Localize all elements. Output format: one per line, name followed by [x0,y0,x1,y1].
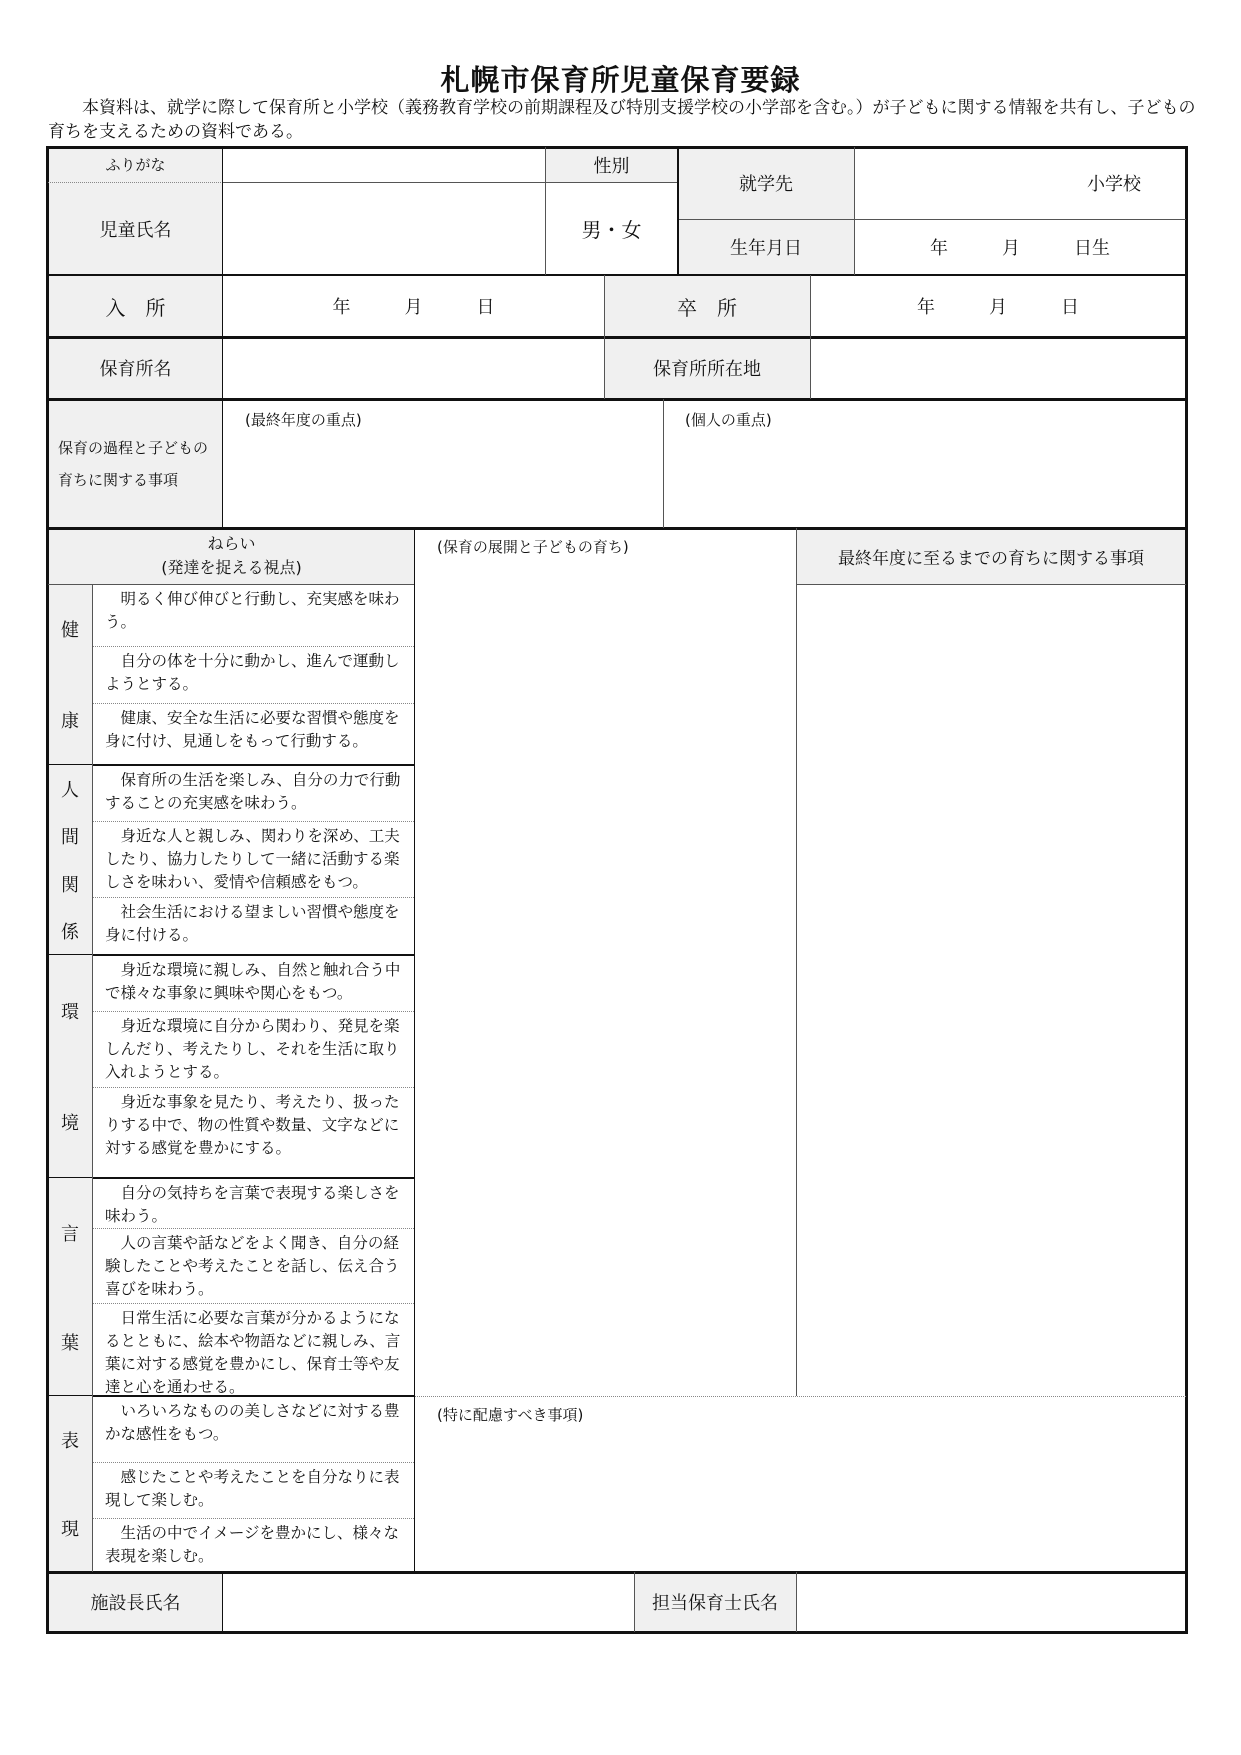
aim-category [48,584,92,765]
entry-label: 入 所 [48,275,223,337]
school-suffix: 小学校 [1087,174,1141,195]
sex-label: 性別 [545,147,678,182]
aim-category-char: 言 [61,1223,79,1245]
aim-item: 日常生活に必要な言葉が分かるようになるとともに、絵本や物語などに親しみ、言葉に対する感覚を豊かにし、保育士等や友達と心を通わせる。 [105,1309,401,1396]
child-name-label: 児童氏名 [48,182,223,275]
aims-header-subtitle: (発達を捉える視点) [161,558,302,577]
furigana-field[interactable] [223,147,545,182]
teacher-name-field[interactable] [796,1572,1186,1632]
birth-label: 生年月日 [678,219,854,275]
aim-item: 身近な環境に親しみ、自然と触れ合う中で様々な事象に興味や関心をもつ。 [105,961,401,1002]
exit-label: 卒 所 [604,275,810,337]
aim-item: 身近な事象を見たり、考えたり、扱ったりする中で、物の性質や数量、文字などに対する感覚を豊かにする。 [105,1093,400,1157]
final-year-focus-field[interactable] [223,399,663,528]
until-final-year-field[interactable] [796,584,1186,1396]
aim-item: いろいろなものの美しさなどに対する豊かな感性をもつ。 [105,1402,400,1443]
aim-item: 身近な環境に自分から関わり、発見を楽しんだり、考えたりし、それを生活に取り入れようとする。 [105,1017,400,1081]
child-name-field[interactable] [223,182,545,275]
aim-category-char: 表 [61,1431,79,1452]
development-field[interactable] [415,528,796,1396]
aim-item: 明るく伸び伸びと行動し、充実感を味わう。 [105,590,400,631]
aim-category [48,1396,92,1572]
aim-category-char: 係 [61,922,79,944]
aim-category-char: 康 [61,710,79,732]
individual-focus-field[interactable] [663,399,1186,528]
aims-header [48,528,415,584]
aim-category-char: 環 [61,1001,79,1023]
aim-category [48,955,92,1178]
aim-category-char: 現 [61,1519,79,1540]
aim-item: 保育所の生活を楽しみ、自分の力で行動することの充実感を味わう。 [105,771,401,812]
director-label: 施設長氏名 [48,1572,223,1632]
intro-text: 本資料は、就学に際して保育所と小学校（義務教育学校の前期課程及び特別支援学校の小学部を含む。）が子どもに関する情報を共有し、子どもの育ちを支えるための資料である。 [48,98,1196,142]
aim-item: 社会生活における望ましい習慣や態度を身に付ける。 [105,903,400,944]
director-name-field[interactable] [223,1572,634,1632]
aim-item: 人の言葉や話などをよく聞き、自分の経験したことや考えたことを話し、伝え合う喜びを味わう。 [105,1234,400,1298]
aim-item: 身近な人と親しみ、関わりを深め、工夫したり、協力したりして一緒に活動する楽しさを味わい、愛情や信頼感をもつ。 [105,827,400,891]
aim-category-char: 健 [61,620,79,642]
aim-category-char: 間 [61,827,79,849]
aim-category-char: 人 [61,779,79,801]
until-final-year-label: 最終年度に至るまでの育ちに関する事項 [796,528,1186,584]
entry-date-field[interactable]: 年 月 日 [332,297,495,318]
aim-category-char: 境 [61,1113,79,1135]
nursery-address-label: 保育所所在地 [604,337,810,399]
special-notes-field[interactable] [415,1396,1186,1572]
aim-category [48,1178,92,1396]
aim-item: 感じたことや考えたことを自分なりに表現して楽しむ。 [105,1468,400,1509]
aim-category-char: 関 [61,874,79,896]
page-title: 札幌市保育所児童保育要録 [440,63,801,97]
aim-category-char: 葉 [61,1332,79,1354]
sex-selector[interactable]: 男・女 [581,218,642,242]
school-field[interactable] [854,147,1186,219]
aim-item: 自分の体を十分に動かし、進んで運動しようとする。 [105,652,400,693]
process-label: 保育の過程と子どもの育ちに関する事項 [48,399,223,528]
aim-item: 生活の中でイメージを豊かにし、様々な表現を楽しむ。 [105,1524,400,1565]
aim-item: 自分の気持ちを言葉で表現する楽しさを味わう。 [105,1184,400,1225]
aim-item: 健康、安全な生活に必要な習慣や態度を身に付け、見通しをもって行動する。 [105,709,400,750]
school-label: 就学先 [678,147,854,219]
nursery-name-field[interactable] [223,337,604,399]
special-notes-label: (特に配慮すべき事項) [437,1406,584,1424]
birth-date-field[interactable]: 年 月 日生 [930,238,1110,259]
individual-focus-label: (個人の重点) [685,411,772,429]
nursery-name-label: 保育所名 [48,337,223,399]
aims-header-title: ねらい [207,534,256,553]
final-year-focus-label: (最終年度の重点) [245,411,362,429]
development-label: (保育の展開と子どもの育ち) [437,538,629,556]
aim-category [48,765,92,955]
exit-date-field[interactable]: 年 月 日 [917,297,1079,318]
teacher-label: 担当保育士氏名 [634,1572,796,1632]
nursery-address-field[interactable] [810,337,1186,399]
furigana-label: ふりがな [48,147,223,182]
